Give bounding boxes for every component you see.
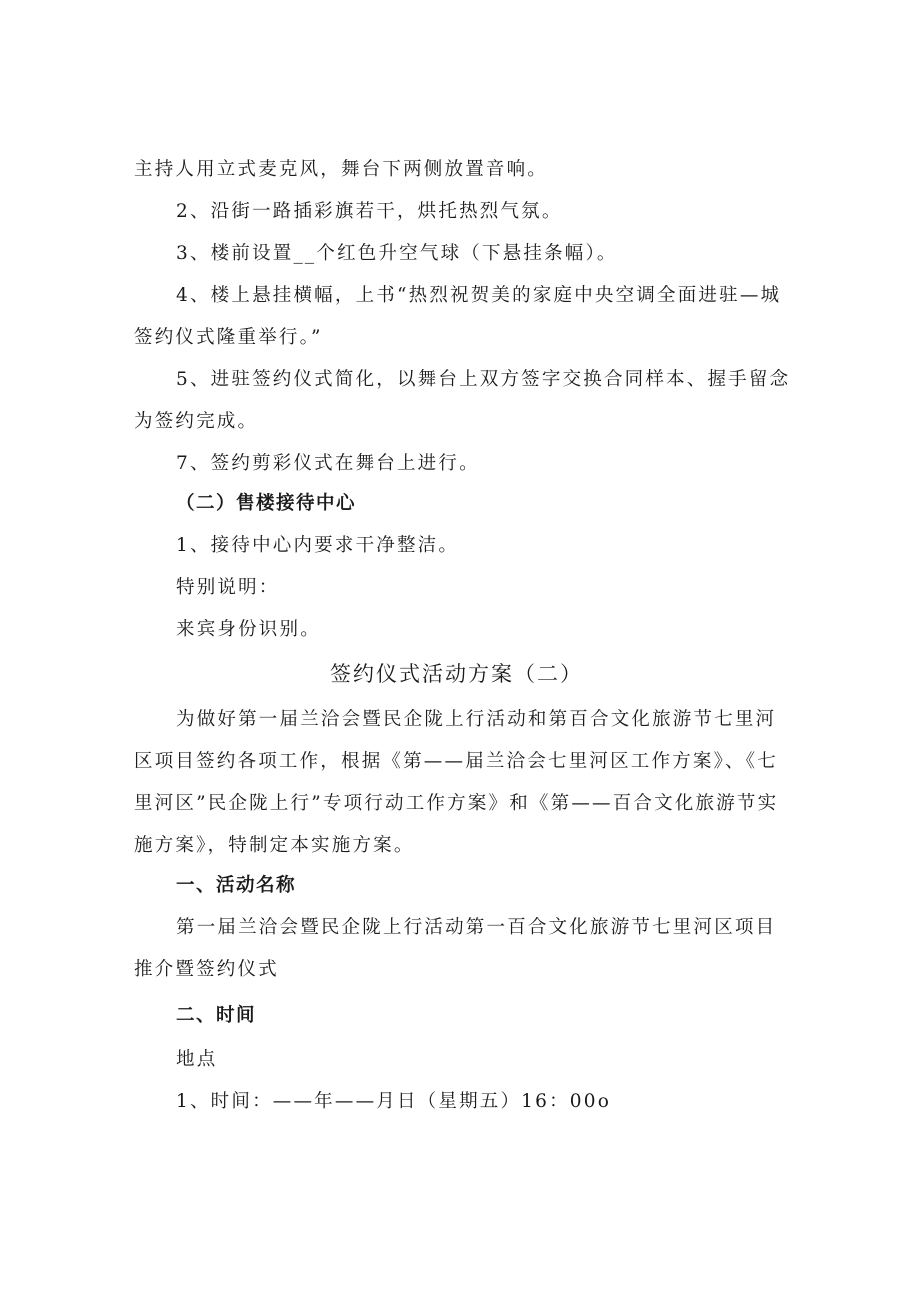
paragraph-line: 签约仪式隆重举行。” — [134, 327, 323, 348]
section-heading: 一、活动名称 — [176, 875, 297, 896]
paragraph-line: 为做好第一届兰洽会暨民企陇上行活动和第百合文化旅游节七里河 — [176, 709, 777, 730]
paragraph-line: 为签约完成。 — [134, 411, 259, 432]
list-item-5: 5、进驻签约仪式简化，以舞台上双方签字交换合同样本、握手留念 — [176, 369, 791, 390]
list-item-4: 4、楼上悬挂横幅，上书“热烈祝贺美的家庭中央空调全面进驻—城 — [176, 285, 782, 306]
document-title: 签约仪式活动方案（二） — [330, 662, 583, 686]
paragraph-line: 第一届兰洽会暨民企陇上行活动第一百合文化旅游节七里河区项目 — [176, 917, 777, 938]
paragraph-line: 来宾身份识别。 — [176, 619, 321, 640]
section-heading: 二、时间 — [176, 1005, 257, 1026]
paragraph-line: 施方案》，特制定本实施方案。 — [134, 835, 415, 856]
list-item-7: 7、签约剪彩仪式在舞台上进行。 — [176, 453, 480, 474]
list-item-3: 3、楼前设置__个红色升空气球（下悬挂条幅）。 — [176, 243, 618, 264]
paragraph-line: 推介暨签约仪式 — [134, 959, 279, 980]
list-item-1: 1、接待中心内要求干净整洁。 — [176, 535, 460, 556]
list-item-1: 1、时间：——年——月日（星期五）16：00o — [176, 1091, 612, 1112]
list-item-2: 2、沿街一路插彩旗若干，烘托热烈气氛。 — [176, 201, 563, 222]
paragraph-line: 地点 — [176, 1049, 218, 1070]
paragraph-line: 特别说明： — [176, 577, 280, 598]
paragraph-line: 里河区”民企陇上行”专项行动工作方案》和《第——百合文化旅游节实 — [134, 793, 779, 814]
paragraph-line: 主持人用立式麦克风，舞台下两侧放置音响。 — [134, 159, 549, 180]
section-heading: （二）售楼接待中心 — [176, 493, 357, 514]
paragraph-line: 区项目签约各项工作，根据《第——届兰洽会七里河区工作方案》、《七 — [134, 751, 778, 772]
